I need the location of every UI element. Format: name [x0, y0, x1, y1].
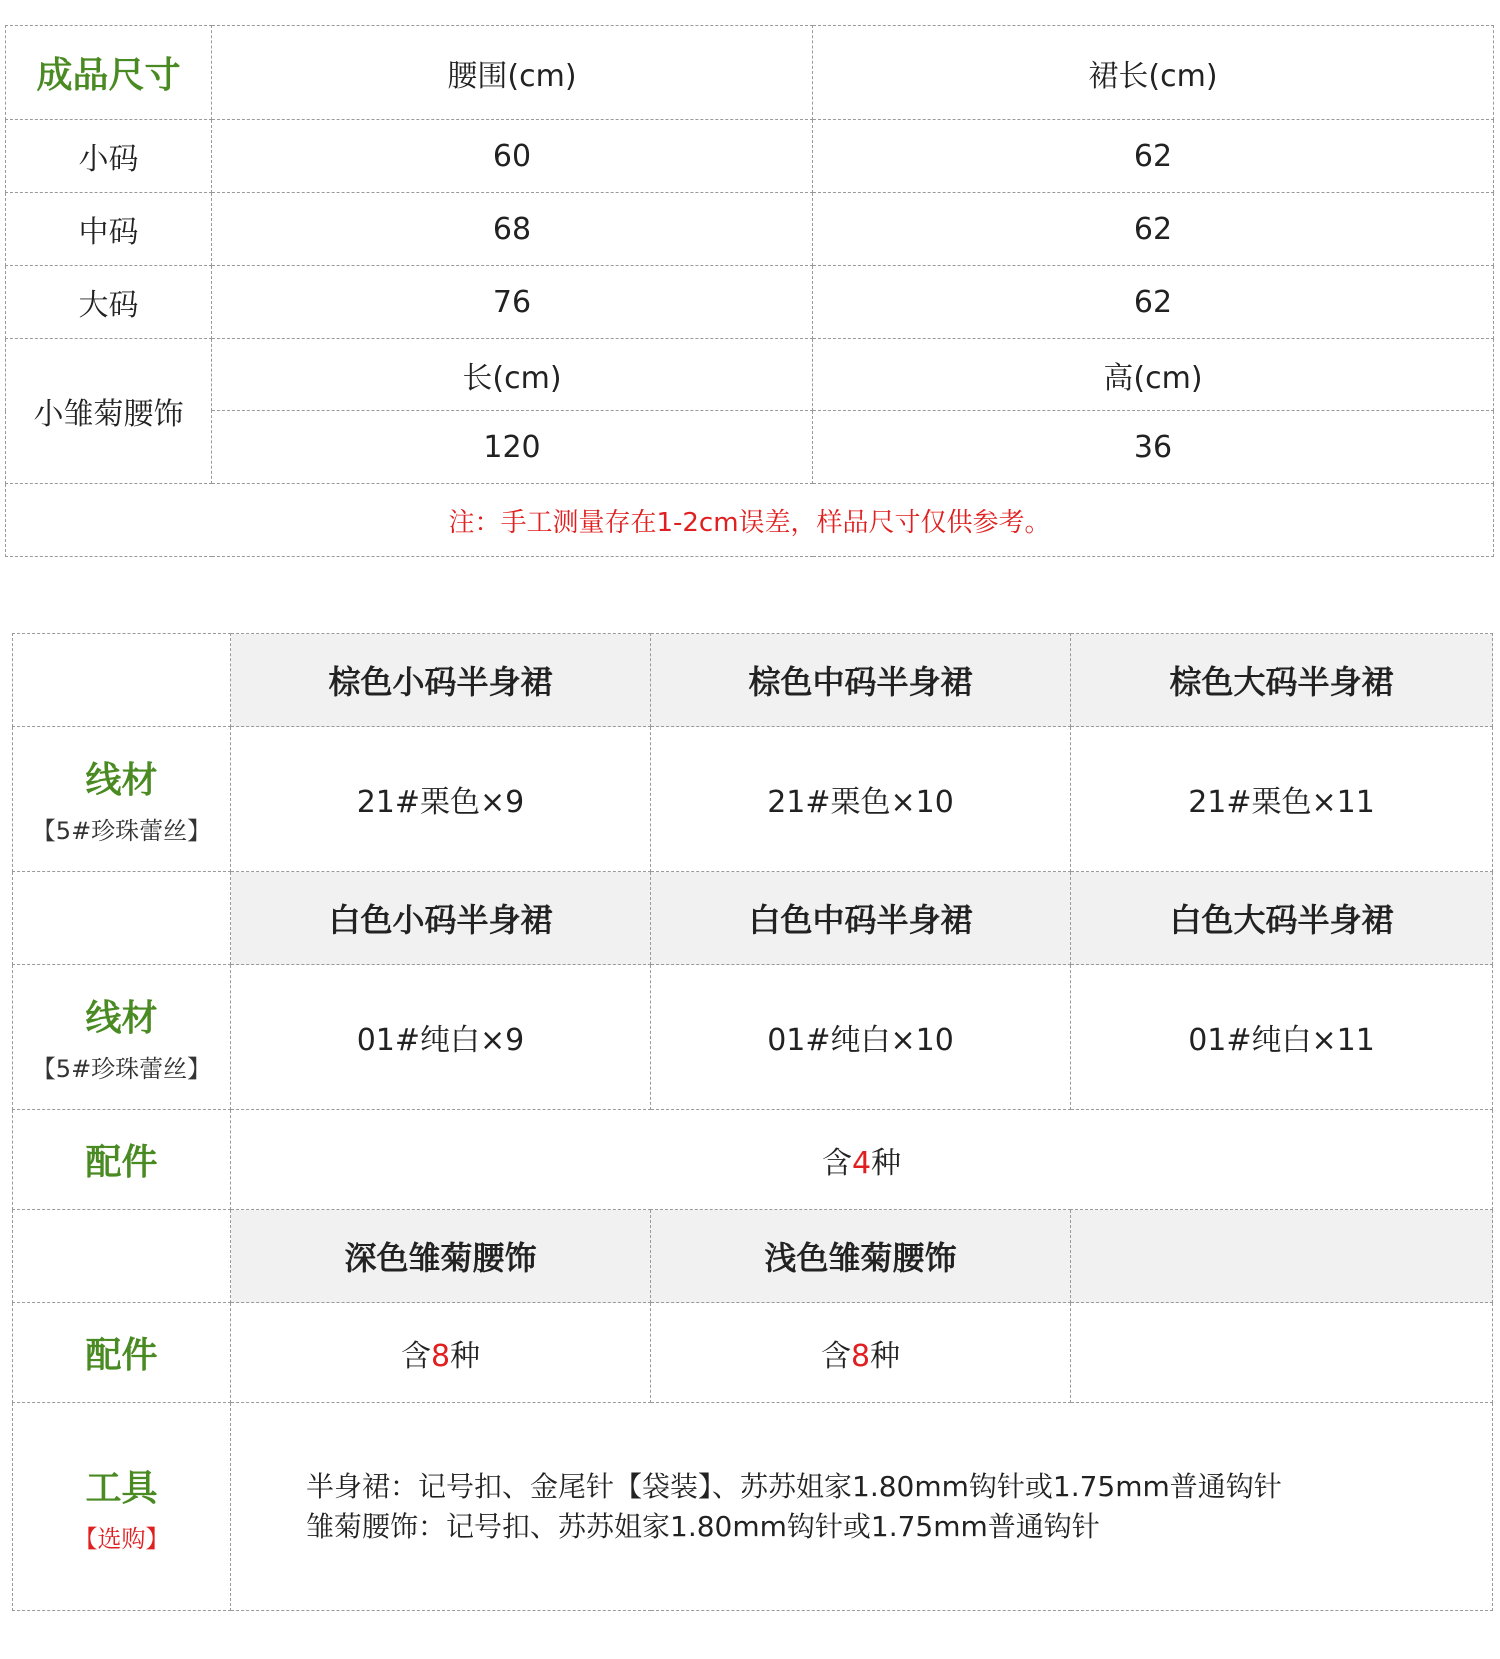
materials-table: [12, 633, 1493, 1611]
size-label: 中码: [6, 193, 212, 266]
light-belt-header: 浅色雏菊腰饰: [651, 1210, 1071, 1303]
length-value: 62: [813, 120, 1494, 193]
skirt-accessory-count: [231, 1110, 1493, 1210]
waist-value: 68: [212, 193, 813, 266]
count-prefix: 含: [820, 1338, 851, 1374]
belt-high-value: 36: [813, 411, 1494, 484]
size-table: [5, 25, 1494, 557]
accessory-label: 配件: [13, 1110, 231, 1210]
length-value: 62: [813, 266, 1494, 339]
empty-cell: [13, 634, 231, 727]
white-medium-header: 白色中码半身裙: [651, 872, 1071, 965]
tools-label-cell: [13, 1403, 231, 1611]
count-prefix: 含: [821, 1145, 852, 1181]
count-number: 8: [850, 1338, 871, 1374]
brown-small-header: 棕色小码半身裙: [231, 634, 651, 727]
brown-large-thread: 21#栗色×11: [1071, 727, 1493, 872]
count-prefix: 含: [400, 1338, 431, 1374]
count-suffix: 种: [871, 1145, 902, 1181]
belt-long-value: 120: [212, 411, 813, 484]
count-number: 4: [851, 1145, 872, 1181]
table-row: [6, 266, 1494, 339]
belt-high-header: 高(cm): [813, 339, 1494, 411]
thread-label: 线材: [85, 760, 158, 801]
brown-small-thread: 21#栗色×9: [231, 727, 651, 872]
empty-cell: [13, 872, 231, 965]
thread-sub-label: 【5#珍珠蕾丝】: [31, 1055, 212, 1083]
table-row: [6, 193, 1494, 266]
waist-column-header: 腰围(cm): [212, 26, 813, 120]
belt-label: 小雏菊腰饰: [6, 339, 212, 484]
white-medium-thread: 01#纯白×10: [651, 965, 1071, 1110]
dark-belt-accessory-count: [231, 1303, 651, 1403]
light-belt-accessory-count: [651, 1303, 1071, 1403]
tools-label: 工具: [85, 1467, 158, 1509]
white-small-header: 白色小码半身裙: [231, 872, 651, 965]
empty-header: [1071, 1210, 1493, 1303]
count-suffix: 种: [870, 1338, 901, 1374]
count-number: 8: [430, 1338, 451, 1374]
table-row: [6, 120, 1494, 193]
tools-line-skirt: 半身裙：记号扣、金尾针【袋装】、苏苏姐家1.80mm钩针或1.75mm普通钩针: [306, 1469, 1282, 1503]
size-label: 小码: [6, 120, 212, 193]
white-large-thread: 01#纯白×11: [1071, 965, 1493, 1110]
thread-label: 线材: [85, 998, 158, 1039]
waist-value: 60: [212, 120, 813, 193]
brown-large-header: 棕色大码半身裙: [1071, 634, 1493, 727]
belt-long-header: 长(cm): [212, 339, 813, 411]
accessory-label: 配件: [13, 1303, 231, 1403]
size-label: 大码: [6, 266, 212, 339]
measurement-note: 注：手工测量存在1-2cm误差，样品尺寸仅供参考。: [6, 484, 1494, 557]
white-small-thread: 01#纯白×9: [231, 965, 651, 1110]
white-large-header: 白色大码半身裙: [1071, 872, 1493, 965]
brown-medium-header: 棕色中码半身裙: [651, 634, 1071, 727]
length-column-header: 裙长(cm): [813, 26, 1494, 120]
brown-medium-thread: 21#栗色×10: [651, 727, 1071, 872]
waist-value: 76: [212, 266, 813, 339]
empty-cell: [1071, 1303, 1493, 1403]
count-suffix: 种: [450, 1338, 481, 1374]
tools-list: [231, 1403, 1493, 1611]
thread-label-cell: [13, 727, 231, 872]
dark-belt-header: 深色雏菊腰饰: [231, 1210, 651, 1303]
empty-cell: [13, 1210, 231, 1303]
thread-sub-label: 【5#珍珠蕾丝】: [31, 817, 212, 845]
thread-label-cell: [13, 965, 231, 1110]
size-table-title: 成品尺寸: [6, 26, 212, 120]
tools-line-belt: 雏菊腰饰：记号扣、苏苏姐家1.80mm钩针或1.75mm普通钩针: [306, 1509, 1100, 1543]
length-value: 62: [813, 193, 1494, 266]
tools-sub-label: 【选购】: [73, 1524, 170, 1553]
